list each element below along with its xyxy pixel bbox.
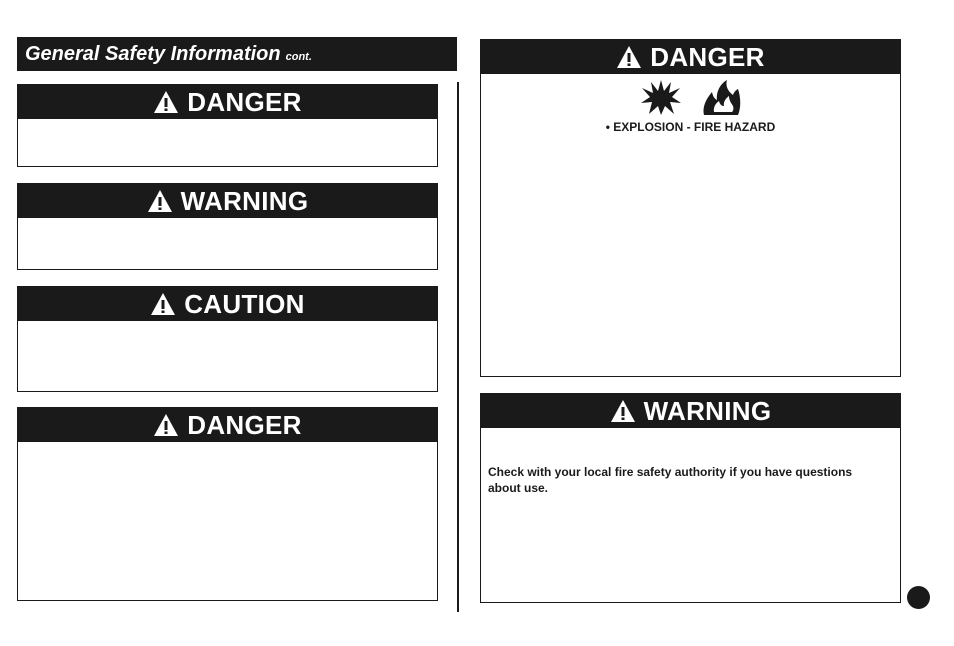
danger-box-2	[17, 407, 438, 601]
page-marker-dot	[907, 586, 930, 609]
danger-box-1-header	[18, 85, 437, 119]
caution-box-header	[18, 287, 437, 321]
section-title: General Safety Information	[25, 42, 281, 65]
hazard-label: • EXPLOSION - FIRE HAZARD	[605, 120, 776, 134]
danger-box-3-header	[481, 40, 900, 74]
warning-triangle-icon	[153, 90, 179, 114]
warning-box-1	[17, 183, 438, 270]
warning-box-2-label: WARNING	[643, 395, 772, 426]
warning-box-1-label: WARNING	[180, 185, 309, 216]
warning-triangle-icon	[153, 413, 179, 437]
warning-box-2	[480, 393, 901, 603]
warning-triangle-icon	[147, 189, 173, 213]
warning-triangle-icon	[616, 45, 642, 69]
caution-box	[17, 286, 438, 392]
danger-box-2-header	[18, 408, 437, 442]
warning-triangle-icon	[610, 399, 636, 423]
danger-box-2-label: DANGER	[187, 409, 302, 440]
danger-box-1	[17, 84, 438, 167]
danger-box-3-label: DANGER	[650, 41, 765, 72]
warning-box-1-header	[18, 184, 437, 218]
warning-box-2-header	[481, 394, 900, 428]
warning-box-2-text: Check with your local fire safety authority if you have questions about use.	[488, 465, 853, 495]
explosion-icon	[640, 78, 682, 116]
hazard-icons	[481, 78, 900, 116]
caution-box-label: CAUTION	[184, 288, 305, 319]
section-title-suffix: cont.	[285, 51, 312, 63]
danger-box-1-label: DANGER	[187, 86, 302, 117]
section-header	[17, 37, 457, 71]
column-divider	[457, 82, 459, 612]
warning-triangle-icon	[150, 292, 176, 316]
danger-box-3	[480, 39, 901, 377]
fire-icon	[700, 78, 742, 116]
